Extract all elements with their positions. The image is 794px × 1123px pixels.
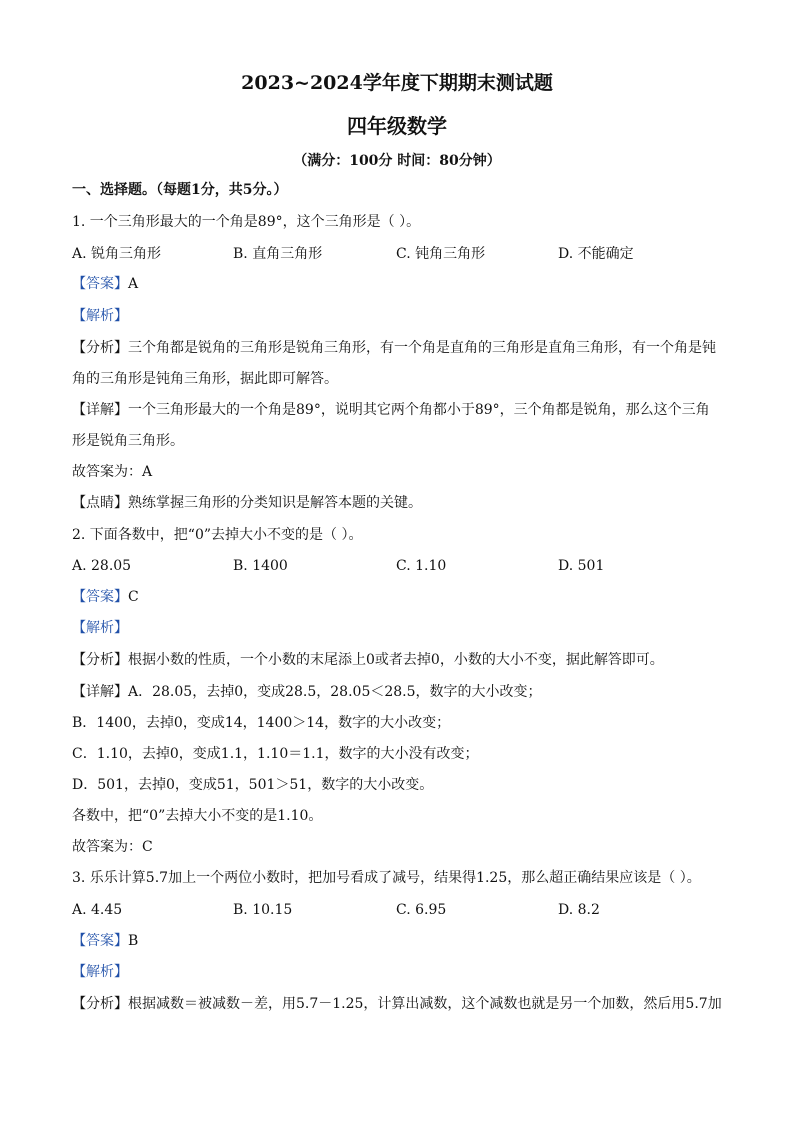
exam-subject: 四年级数学 [347,114,447,138]
answer-value: A [128,276,139,292]
question-2-answer [72,588,732,606]
question-1-option-b: B. 直角三角形 [233,246,323,262]
answer-tag: 【答案】 [72,933,128,949]
question-2-xiangjie [72,683,732,701]
question-3-fenxi [72,995,732,1013]
xiangjie-text: 一个三角形最大的一个角是89°，说明其它两个角都小于89°，三个角都是锐角，那么这个三角 [128,402,710,418]
question-1-dianjing [72,494,732,512]
section-heading: 一、选择题。（每题1分，共5分。） [72,182,288,198]
question-1-analysis-tag: 【解析】 [72,308,128,324]
answer-value: B [128,933,139,949]
answer-tag: 【答案】 [72,276,128,292]
question-1-option-d: D. 不能确定 [558,246,634,262]
xiangjie-tag: 【详解】 [72,402,128,418]
answer-tag: 【答案】 [72,589,128,605]
question-1-fenxi [72,339,732,357]
question-2-option-d: D. 501 [558,558,605,574]
question-2-option-c: C. 1.10 [396,558,447,574]
fenxi-text: 三个角都是锐角的三角形是锐角三角形，有一个角是直角的三角形是直角三角形，有一个角是钝 [128,340,716,356]
fenxi-tag: 【分析】 [72,652,128,668]
question-2-xiangjie-b: B．1400，去掉0，变成14，1400＞14，数字的大小改变； [72,715,451,731]
dianjing-text: 熟练掌握三角形的分类知识是解答本题的关键。 [128,495,422,511]
exam-meta: （满分：100分 时间：80分钟） [293,153,501,169]
question-3-option-c: C. 6.95 [396,902,447,918]
question-3-analysis-tag: 【解析】 [72,964,128,980]
question-2-summary: 各数中，把“0”去掉大小不变的是1.10。 [72,808,323,824]
question-1-option-c: C. 钝角三角形 [396,246,486,262]
exam-title: 2023~2024学年度下期期末测试题 [241,72,553,94]
fenxi-tag: 【分析】 [72,996,128,1012]
question-2-xiangjie-d: D．501，去掉0，变成51，501＞51，数字的大小改变。 [72,777,434,793]
question-1-conclusion: 故答案为：A [72,464,153,480]
question-1-answer [72,275,732,293]
question-3-option-d: D. 8.2 [558,902,600,918]
question-3-option-b: B. 10.15 [233,902,293,918]
question-2-xiangjie-c: C．1.10，去掉0，变成1.1，1.10＝1.1，数字的大小没有改变； [72,746,479,762]
question-1-option-a: A. 锐角三角形 [72,246,162,262]
question-2-fenxi [72,651,732,669]
question-3-answer [72,932,732,950]
fenxi-tag: 【分析】 [72,340,128,356]
question-1-xiangjie-cont: 形是锐角三角形。 [72,433,184,449]
fenxi-text: 根据小数的性质，一个小数的末尾添上0或者去掉0，小数的大小不变，据此解答即可。 [128,652,664,668]
question-3-option-a: A. 4.45 [72,902,123,918]
question-2-conclusion: 故答案为：C [72,839,153,855]
question-2-option-b: B. 1400 [233,558,288,574]
answer-value: C [128,589,139,605]
question-1-fenxi-cont: 角的三角形是钝角三角形，据此即可解答。 [72,371,338,387]
question-1-stem: 1. 一个三角形最大的一个角是89°，这个三角形是（ ）。 [72,214,421,230]
xiangjie-text: A．28.05，去掉0，变成28.5，28.05＜28.5，数字的大小改变； [128,684,542,700]
question-2-analysis-tag: 【解析】 [72,620,128,636]
question-1-xiangjie [72,401,732,419]
question-2-stem: 2. 下面各数中，把“0”去掉大小不变的是（ ）。 [72,527,363,543]
dianjing-tag: 【点睛】 [72,495,128,511]
question-3-stem: 3. 乐乐计算5.7加上一个两位小数时，把加号看成了减号，结果得1.25，那么超正确结果应该是（ ）。 [72,870,701,886]
fenxi-text: 根据减数＝被减数－差，用5.7－1.25，计算出减数，这个减数也就是另一个加数，然后用5.7加 [128,996,722,1012]
question-2-option-a: A. 28.05 [72,558,132,574]
xiangjie-tag: 【详解】 [72,684,128,700]
